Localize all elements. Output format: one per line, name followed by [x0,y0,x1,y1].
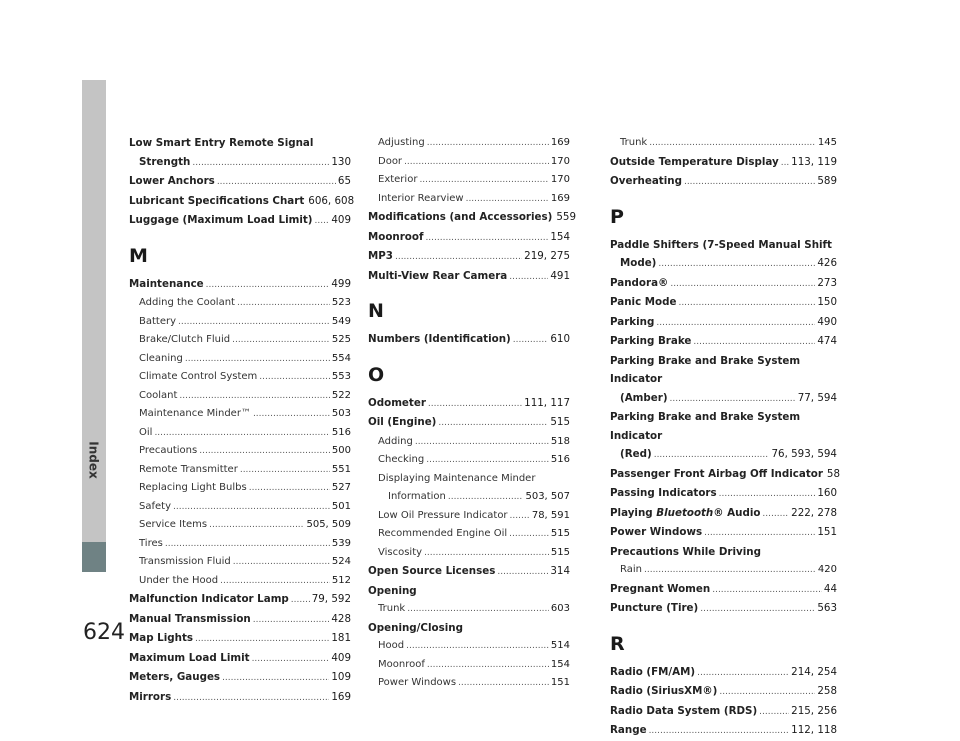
index-column-2 [368,134,576,693]
index-entry: Meters, Gauges ..... 109 [129,668,351,688]
index-subentry: Power Windows ..... 151 [368,674,570,693]
index-entry: Moonroof ..... 154 [368,228,570,248]
index-entry: Map Lights ..... 181 [129,629,351,649]
index-entry: Passing Indicators ..... 160 [610,484,837,504]
index-subentry: Under the Hood ..... 512 [129,572,351,591]
index-column-3 [610,134,841,741]
index-subentry: Checking ..... 516 [368,451,570,470]
index-subentry: Door ..... 170 [368,153,570,172]
index-subentry: Replacing Light Bulbs ..... 527 [129,479,351,498]
index-entry: Modifications (and Accessories) 559 [368,211,576,223]
index-entry: Opening [368,584,417,597]
index-entry: Low Smart Entry Remote Signal Strength ..... 130 [129,134,351,172]
section-tab-label: Index [87,441,102,479]
index-entry: Luggage (Maximum Load Limit) ..... 409 [129,211,351,231]
index-entry: Open Source Licenses ..... 314 [368,562,570,582]
index-subentry: Low Oil Pressure Indicator ..... 78, 591 [368,507,570,526]
index-entry: Passenger Front Airbag Off Indicator 58 [610,467,841,480]
index-entry: Maintenance ..... 499 [129,275,351,295]
index-entry: Numbers (Identification) ..... 610 [368,330,570,350]
index-entry: Overheating ..... 589 [610,172,837,192]
index-subentry: Exterior ..... 170 [368,171,570,190]
index-entry: Pandora® ..... 273 [610,274,837,294]
index-entry: Oil (Engine) ..... 515 [368,413,570,433]
index-subentry: Maintenance Minder™ ..... 503 [129,405,351,424]
index-subentry: Service Items ..... 505, 509 [129,516,351,535]
side-tab-marker [82,542,106,572]
index-subentry: Hood ..... 514 [368,637,570,656]
index-entry: Lubricant Specifications Chart 606, 608 [129,194,355,207]
page-number: 624 [83,620,125,645]
index-entry: Puncture (Tire) ..... 563 [610,599,837,619]
index-subentry: Moonroof ..... 154 [368,656,570,675]
index-subentry: Adjusting ..... 169 [368,134,570,153]
index-entry: Parking Brake and Brake System Indicator (Amber) ..... 77, 594 [610,352,837,409]
index-entry: Odometer ..... 111, 117 [368,394,570,414]
index-subentry: Climate Control System ..... 553 [129,368,351,387]
index-entry: Parking ..... 490 [610,313,837,333]
index-entry: Lower Anchors ..... 65 [129,172,351,192]
index-subentry: Safety ..... 501 [129,498,351,517]
index-entry: Parking Brake ..... 474 [610,332,837,352]
index-subentry: Battery ..... 549 [129,313,351,332]
index-subentry: Trunk ..... 603 [368,600,570,619]
index-entry: Mirrors ..... 169 [129,688,351,708]
index-entry: Outside Temperature Display ..... 113, 119 [610,153,837,173]
index-entry: Opening/Closing [368,621,463,634]
index-subentry: Rain ..... 420 [610,561,837,580]
index-subentry: Precautions ..... 500 [129,442,351,461]
index-entry: Panic Mode ..... 150 [610,293,837,313]
index-entry: Precautions While Driving [610,545,761,558]
index-entry: Parking Brake and Brake System Indicator (Red) ..... 76, 593, 594 [610,408,837,465]
index-entry: Radio (SiriusXM®) ..... 258 [610,682,837,702]
index-entry: Multi-View Rear Camera ..... 491 [368,267,570,287]
index-subentry: Adding ..... 518 [368,433,570,452]
index-subentry: Transmission Fluid ..... 524 [129,553,351,572]
index-subentry: Oil ..... 516 [129,424,351,443]
section-letter: M [129,244,148,267]
index-subentry: Trunk ..... 145 [610,134,837,153]
index-entry: MP3 ..... 219, 275 [368,247,570,267]
index-subentry: Viscosity ..... 515 [368,544,570,563]
section-letter: N [368,300,384,322]
index-subentry: Recommended Engine Oil ..... 515 [368,525,570,544]
section-letter: O [368,363,385,386]
index-subentry: Interior Rearview ..... 169 [368,190,570,209]
index-entry: Manual Transmission ..... 428 [129,610,351,630]
index-subentry: Brake/Clutch Fluid ..... 525 [129,331,351,350]
index-entry: Radio Data System (RDS) ..... 215, 256 [610,702,837,722]
section-letter: R [610,632,625,655]
index-entry: Paddle Shifters (7-Speed Manual Shift Mode) ..... 426 [610,236,837,274]
index-subentry: Tires ..... 539 [129,535,351,554]
index-entry: Range ..... 112, 118 [610,721,837,741]
section-letter: P [610,205,624,228]
index-subentry: Displaying Maintenance Minder Information ..... 503, 507 [368,470,570,507]
index-subentry: Cleaning ..... 554 [129,350,351,369]
index-subentry: Adding the Coolant ..... 523 [129,294,351,313]
index-column-1 [129,134,355,707]
index-entry: Radio (FM/AM) ..... 214, 254 [610,663,837,683]
index-entry: Playing Bluetooth® Audio ..... 222, 278 [610,504,837,524]
index-subentry: Coolant ..... 522 [129,387,351,406]
index-entry: Power Windows ..... 151 [610,523,837,543]
index-entry: Malfunction Indicator Lamp ..... 79, 592 [129,590,351,610]
index-entry: Pregnant Women ..... 44 [610,580,837,600]
index-entry: Maximum Load Limit ..... 409 [129,649,351,669]
index-subentry: Remote Transmitter ..... 551 [129,461,351,480]
